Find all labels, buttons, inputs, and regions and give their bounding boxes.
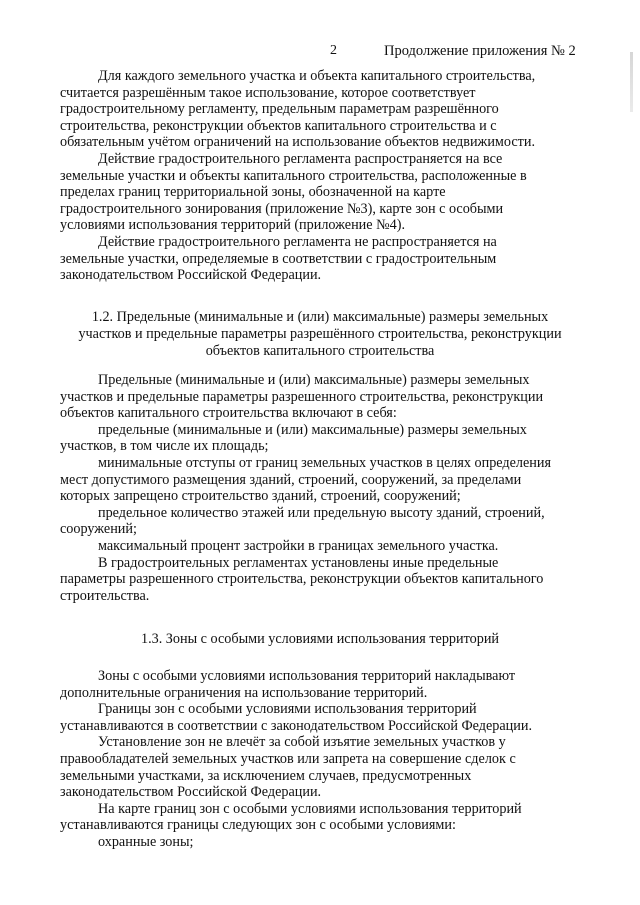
paragraph-line: Действие градостроительного регламента распространяется на все <box>98 150 503 167</box>
paragraph-line: минимальные отступы от границ земельных участков в целях определения <box>98 454 552 471</box>
section-1-3-body <box>60 668 578 851</box>
paragraph-line: которых запрещено строительство зданий, строений, сооружений; <box>60 488 461 505</box>
section-1-2-body <box>60 372 578 604</box>
paragraph-line: параметры разрешенного строительства, реконструкции объектов капитального <box>60 571 544 588</box>
paragraph-line: земельные участки и объекты капитального строительства, расположенные в <box>60 167 527 184</box>
scan-edge-mark <box>630 52 633 112</box>
paragraph-line: законодательством Российской Федерации. <box>60 784 322 801</box>
paragraph-line: обязательным учётом ограничений на использование объектов недвижимости. <box>60 134 535 151</box>
paragraph-line: условиями использования территорий (приложение №4). <box>60 217 405 234</box>
paragraph-line: градостроительному регламенту, предельным параметрам разрешённого <box>60 101 499 118</box>
paragraph-line: считается разрешённым такое использование, которое соответствует <box>60 84 476 101</box>
paragraph-line: строительства, реконструкции объектов капитального строительства и с <box>60 117 497 134</box>
appendix-continuation-label: Продолжение приложения № 2 <box>384 43 576 59</box>
paragraph-line: устанавливаются границы следующих зон с особыми условиями: <box>60 817 456 834</box>
paragraph-line: земельные участки, определяемые в соответствии с градостроительным <box>60 250 497 267</box>
heading-line: участков и предельные параметры разрешённого строительства, реконструкции <box>78 326 562 342</box>
paragraph-line: устанавливаются в соответствии с законодательством Российской Федерации. <box>60 717 533 734</box>
paragraph-line: Предельные (минимальные и (или) максимальные) размеры земельных <box>98 372 530 388</box>
paragraph-line: участков и предельные параметры разрешенного строительства, реконструкции <box>60 388 544 405</box>
paragraph-line: законодательством Российской Федерации. <box>60 267 322 284</box>
paragraph-line: предельные (минимальные и (или) максимальные) размеры земельных <box>98 421 527 438</box>
intro-section <box>60 68 578 284</box>
section-heading-1-3 <box>60 631 580 648</box>
paragraph-line: На карте границ зон с особыми условиями использования территорий <box>98 800 522 817</box>
heading-line: 1.3. Зоны с особыми условиями использования территорий <box>140 631 500 647</box>
paragraph-line: пределах границ территориальной зоны, обозначенной на карте <box>60 184 446 201</box>
paragraph-line: Зоны с особыми условиями использования территорий накладывают <box>98 668 516 684</box>
paragraph-line: объектов капитального строительства включают в себя: <box>60 405 397 422</box>
heading-line: объектов капитального строительства <box>205 343 435 359</box>
paragraph-line: земельными участками, за исключением случаев, предусмотренных <box>60 767 472 784</box>
paragraph-line: Границы зон с особыми условиями использования территорий <box>98 701 477 718</box>
paragraph-line: максимальный процент застройки в границах земельного участка. <box>98 537 499 554</box>
paragraph-line: предельное количество этажей или предельную высоту зданий, строений, <box>98 504 545 521</box>
paragraph-line: Действие градостроительного регламента не распространяется на <box>98 233 497 250</box>
paragraph-line: Для каждого земельного участка и объекта капитального строительства, <box>98 68 536 84</box>
heading-line: 1.2. Предельные (минимальные и (или) максимальные) размеры земельных <box>91 309 549 325</box>
paragraph-line: правообладателей земельных участков или запрета на совершение сделок с <box>60 750 516 767</box>
paragraph-line: участков, в том числе их площадь; <box>60 438 269 455</box>
paragraph-line: охранные зоны; <box>98 833 194 850</box>
paragraph-line: Установление зон не влечёт за собой изъятие земельных участков у <box>98 734 506 751</box>
paragraph-line: мест допустимого размещения зданий, строений, сооружений, за пределами <box>60 471 522 488</box>
section-heading-1-2 <box>60 309 580 360</box>
paragraph-line: строительства. <box>60 587 150 604</box>
paragraph-line: сооружений; <box>60 521 137 538</box>
paragraph-line: дополнительные ограничения на использование территорий. <box>60 684 428 701</box>
paragraph-line: В градостроительных регламентах установлены иные предельные <box>98 554 499 571</box>
page-number: 2 <box>330 43 337 58</box>
paragraph-line: градостроительного зонирования (приложение №3), карте зон с особыми <box>60 200 504 217</box>
